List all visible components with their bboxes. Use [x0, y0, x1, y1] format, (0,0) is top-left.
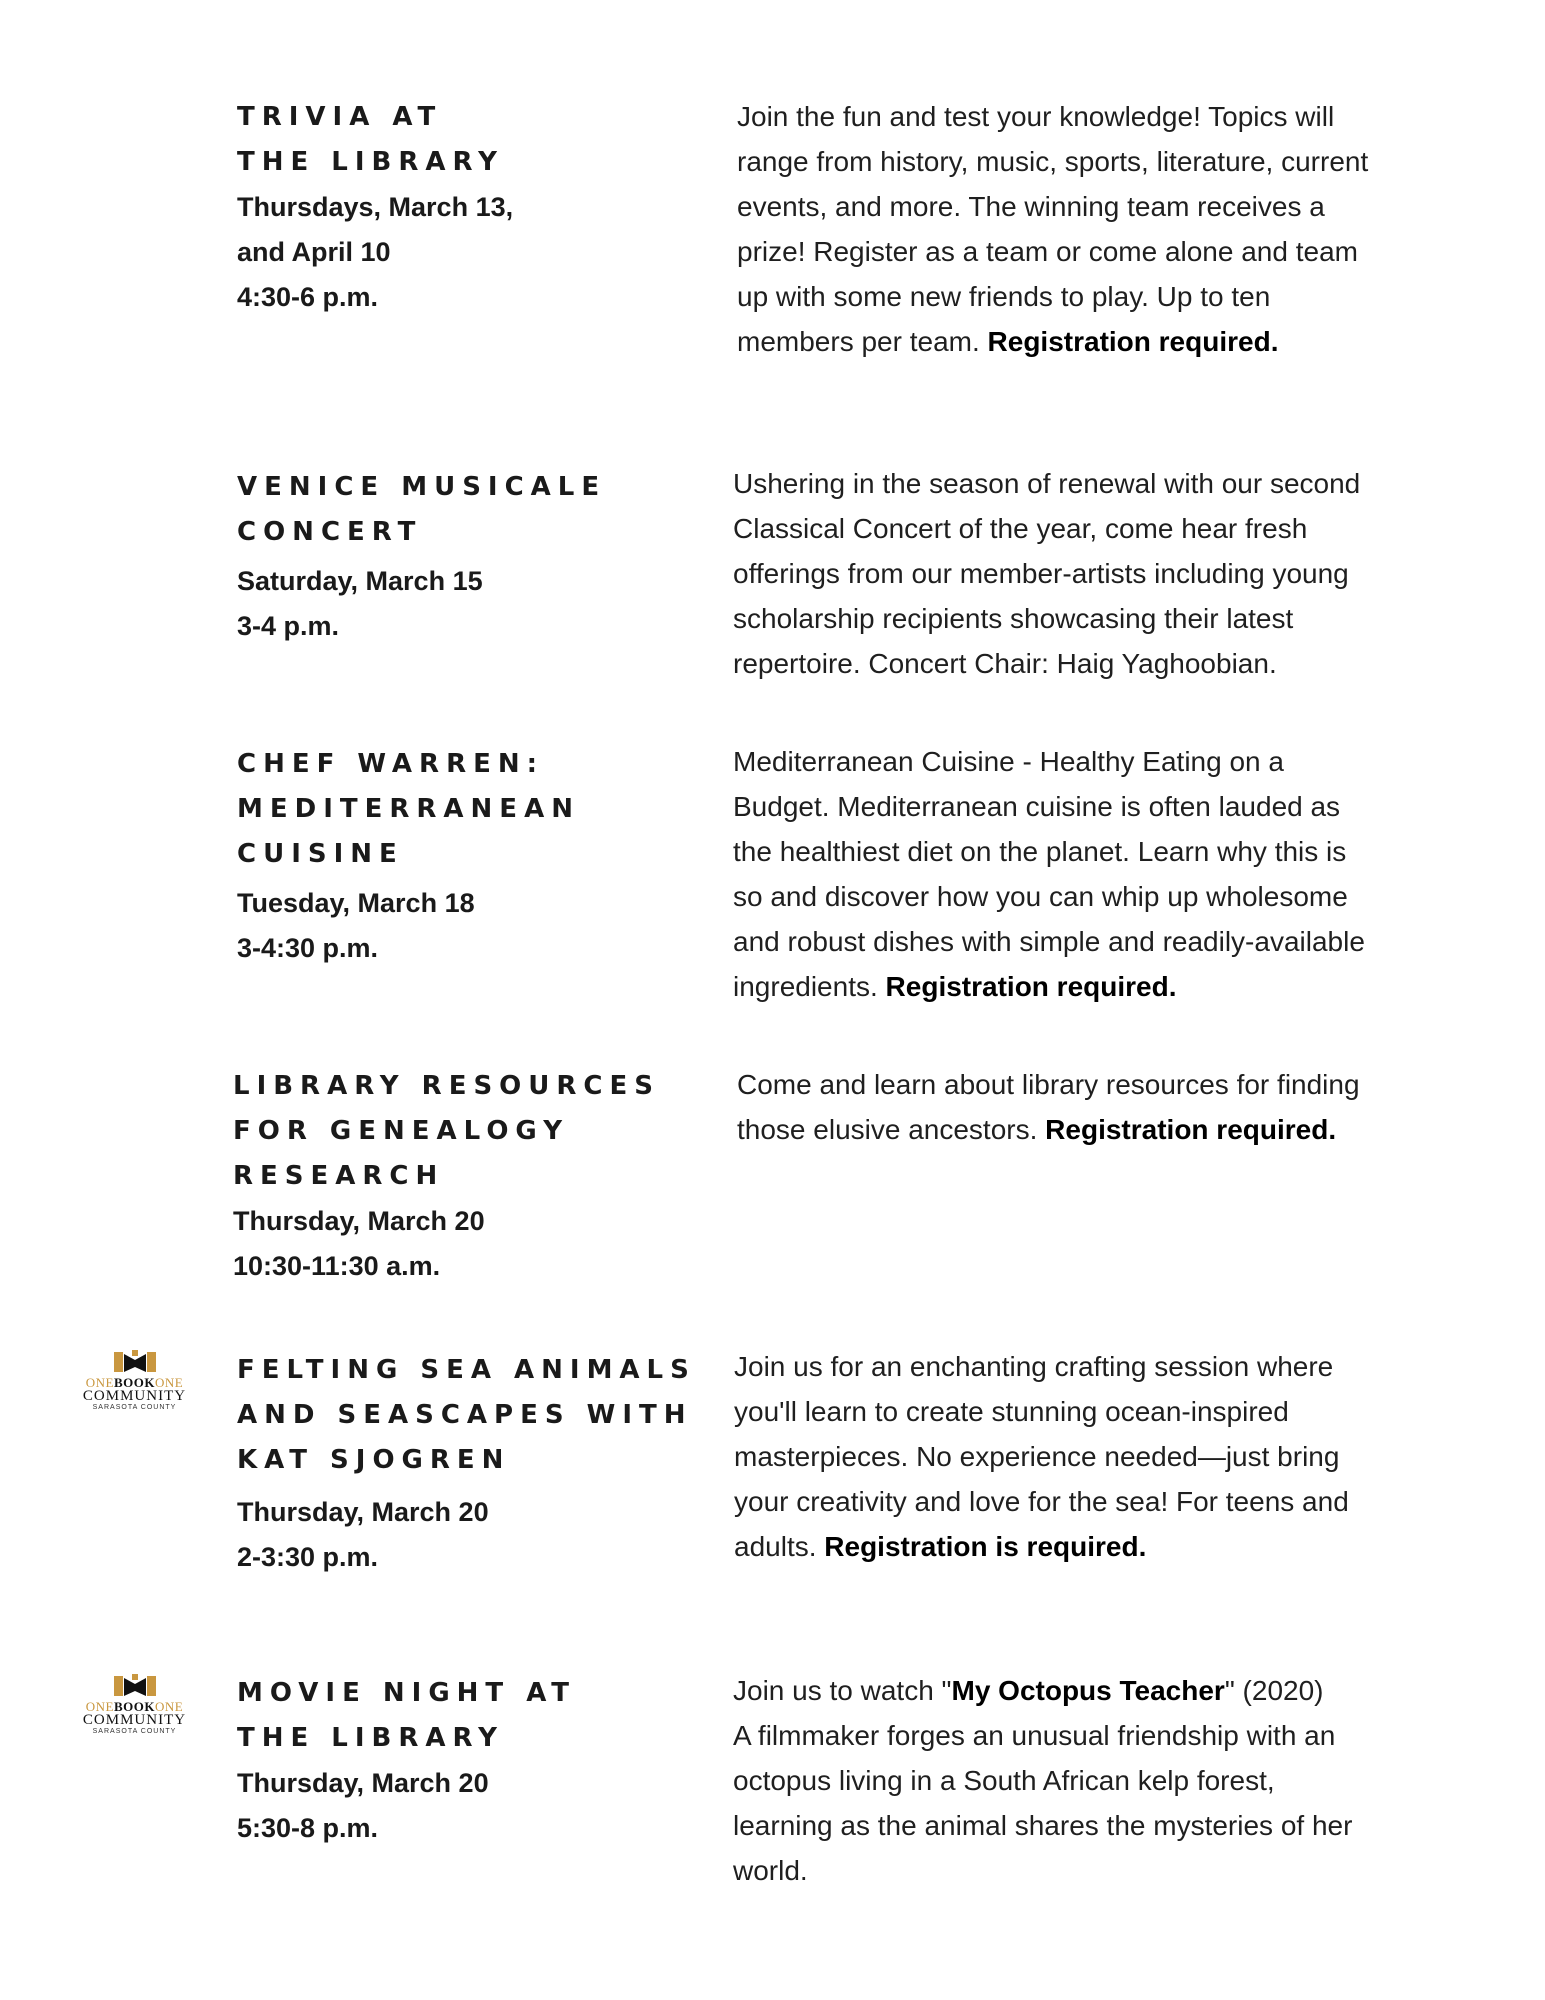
- event-date: Tuesday, March 18: [237, 888, 475, 918]
- one-book-one-community-logo: ONEBOOKONE COMMUNITY SARASOTA COUNTY: [72, 1350, 197, 1412]
- event-description: Ushering in the season of renewal with our second Classical Concert of the year, come hear fresh offerings from our member-artists including young scholarship recipients showcasing their latest repertoire. Concert Chair: Haig Yaghoobian.: [733, 468, 1361, 679]
- event-title: CHEF WARREN: MEDITERRANEAN CUISINE: [237, 749, 580, 869]
- event-time: 2-3:30 p.m.: [237, 1542, 379, 1572]
- registration-note: Registration required.: [1045, 1114, 1337, 1145]
- event-movie-header: [237, 1671, 697, 1851]
- event-trivia-header: [237, 95, 697, 320]
- event-date: Thursdays, March 13,: [237, 192, 514, 222]
- event-title: MOVIE NIGHT AT THE LIBRARY: [237, 1678, 577, 1753]
- event-description: Join us for an enchanting crafting session where you'll learn to create stunning ocean-inspired masterpieces. No experience needed—just bring your creativity and love for the sea! For teens and adults. Registration is required.: [734, 1351, 1349, 1562]
- event-description: Come and learn about library resources for finding those elusive ancestors. Registration required.: [737, 1069, 1360, 1145]
- event-date: Thursday, March 20: [237, 1497, 489, 1527]
- event-felting-header: [237, 1348, 697, 1580]
- one-book-one-community-logo: ONEBOOKONE COMMUNITY SARASOTA COUNTY: [72, 1674, 197, 1736]
- event-date: Thursday, March 20: [237, 1768, 489, 1798]
- event-title: FELTING SEA ANIMALS AND SEASCAPES WITH KAT SJOGREN: [237, 1355, 696, 1475]
- event-description: Join us to watch "My Octopus Teacher" (2020) A filmmaker forges an unusual friendship with an octopus living in a South African kelp forest, learning as the animal shares the mysteries of her world.: [733, 1675, 1353, 1886]
- event-chef-header: [237, 742, 697, 971]
- book-icon: [112, 1350, 158, 1374]
- event-time: 10:30-11:30 a.m.: [233, 1251, 441, 1281]
- event-time: 3-4:30 p.m.: [237, 933, 379, 963]
- registration-note: Registration required.: [885, 971, 1177, 1002]
- event-title: LIBRARY RESOURCES FOR GENEALOGY RESEARCH: [233, 1071, 660, 1191]
- event-date: and April 10: [237, 237, 391, 267]
- event-date: Saturday, March 15: [237, 566, 483, 596]
- event-concert-header: [237, 465, 697, 649]
- event-date: Thursday, March 20: [233, 1206, 485, 1236]
- event-time: 4:30-6 p.m.: [237, 282, 379, 312]
- event-description: Join the fun and test your knowledge! Topics will range from history, music, sports, literature, current events, and more. The winning team receives a prize! Register as a team or come alone and team up with some new friends to play. Up to ten members per team. Registration required.: [737, 101, 1369, 357]
- event-title: VENICE MUSICALE CONCERT: [237, 472, 607, 547]
- movie-title: My Octopus Teacher: [951, 1675, 1225, 1706]
- book-icon: [112, 1674, 158, 1698]
- event-genealogy-header: [233, 1064, 693, 1289]
- event-title: TRIVIA AT THE LIBRARY: [237, 102, 504, 177]
- event-time: 5:30-8 p.m.: [237, 1813, 379, 1843]
- event-description: Mediterranean Cuisine - Healthy Eating on a Budget. Mediterranean cuisine is often lauded as the healthiest diet on the planet. Learn why this is so and discover how you can whip up wholesome and robust dishes with simple and readily-available ingredients. Registration required.: [733, 746, 1365, 1002]
- registration-note: Registration is required.: [824, 1531, 1147, 1562]
- registration-note: Registration required.: [987, 326, 1279, 357]
- event-time: 3-4 p.m.: [237, 611, 340, 641]
